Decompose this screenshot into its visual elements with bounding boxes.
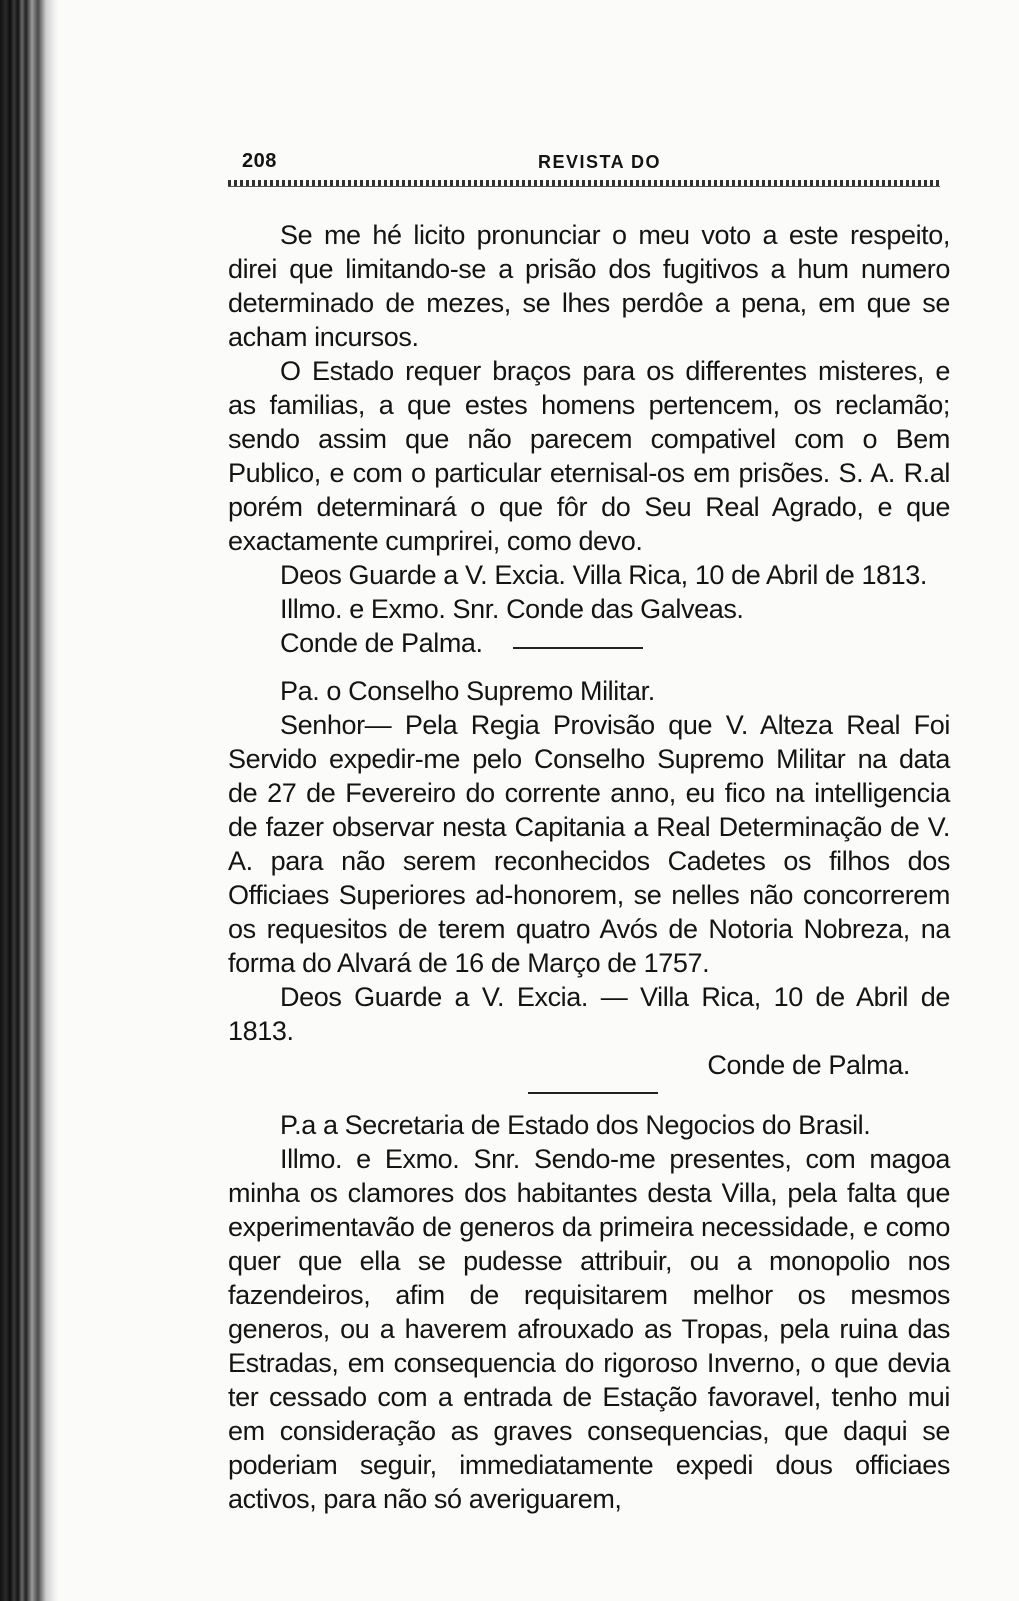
- signature-1: Conde de Palma.: [280, 628, 483, 658]
- paragraph-addressee-3: P.a a Secretaria de Estado dos Negocios do Brasil.: [280, 1110, 871, 1140]
- header-rule: [228, 180, 940, 187]
- paragraph-addressee-1: Illmo. e Exmo. Snr. Conde das Galveas.: [280, 594, 744, 624]
- paragraph-closing-2: Deos Guarde a V. Excia. — Villa Rica, 10 de Abril de 1813.: [228, 982, 950, 1046]
- paragraph-addressee-2: Pa. o Conselho Supremo Militar.: [280, 676, 655, 706]
- separator-2: [528, 1092, 658, 1094]
- separator-1: [513, 647, 643, 649]
- signature-line-1: [228, 626, 950, 660]
- page-number: 208: [242, 150, 277, 172]
- running-title: REVISTA DO: [538, 152, 662, 172]
- paragraph-state: O Estado requer braços para os differentes misteres, e as familias, a que estes homens pertencem, os reclamão; sendo assim que não parecem compativel com o Bem Publico, e com o particular eternisal-os em prisões. S. A. R.al porém determinará o que fôr do Seu Real Agrado, e que exactamente cumprirei, como devo.: [228, 356, 950, 556]
- paragraph-opinion: Se me hé licito pronunciar o meu voto a este respeito, direi que limitando-se a prisão dos fugitivos a hum numero determinado de mezes, se lhes perdôe a pena, em que se acham incursos.: [228, 220, 950, 352]
- paragraph-supplies: Illmo. e Exmo. Snr. Sendo-me presentes, com magoa minha os clamores dos habitantes desta Villa, pela falta que experimentavão de generos da primeira necessidade, e como quer que ella se pudesse attribuir, ou a monopolio nos fazendeiros, afim de requisitarem melhor os mesmos generos, ou a haverem afrouxado as Tropas, pela ruina das Estradas, em consequencia do rigoroso Inverno, o que devia ter cessado com a entrada de Estação favoravel, tenho mui em consideração as graves consequencias, que daqui se poderiam seguir, immediatamente expedi dous officiaes activos, para não só averiguarem,: [228, 1144, 950, 1514]
- binding-gutter: [0, 0, 58, 1601]
- paragraph-closing-1: Deos Guarde a V. Excia. Villa Rica, 10 de Abril de 1813.: [280, 560, 928, 590]
- signature-2: Conde de Palma.: [707, 1050, 910, 1080]
- page-header: [228, 150, 948, 190]
- paragraph-provision: Senhor— Pela Regia Provisão que V. Alteza Real Foi Servido expedir-me pelo Conselho Supremo Militar na data de 27 de Fevereiro do corrente anno, eu fico na intelligencia de fazer observar nesta Capitania a Real Determinação de V. A. para não serem reconhecidos Cadetes os filhos dos Officiaes Superiores ad-honorem, se nelles não concorrerem os requesitos de terem quatro Avós de Notoria Nobreza, na forma do Alvará de 16 de Março de 1757.: [228, 710, 950, 978]
- body-text: [228, 218, 950, 1516]
